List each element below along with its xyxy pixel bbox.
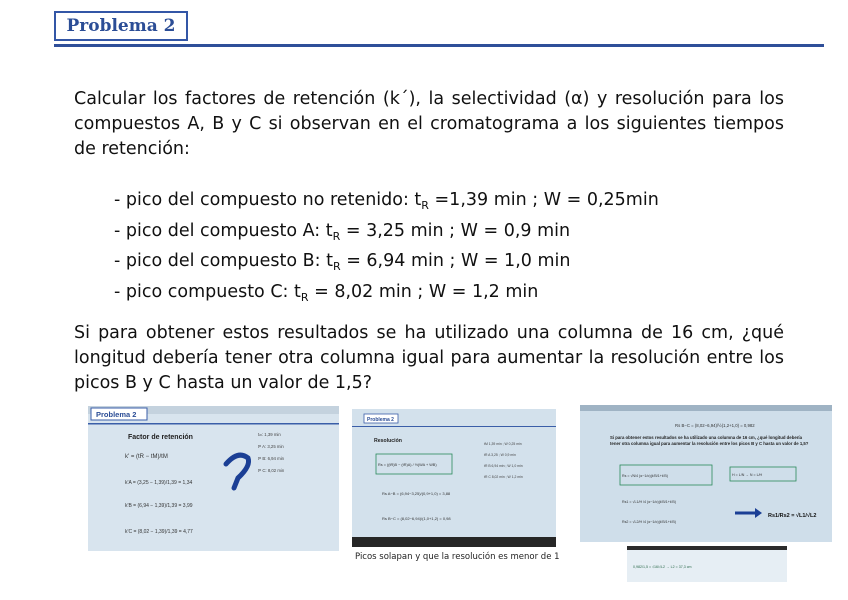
peak-item: - pico del compuesto B: $t_R = 6,94$ min ; W = 1,0 min <box>114 251 571 273</box>
photo1-data-line: tᴿ B: 6,94 min <box>258 456 285 461</box>
photo2-heading: Resolución <box>374 438 402 444</box>
photo3-bottom: 0,982/1,5 = √16/√L2 → L2 = 37,3 cm <box>633 565 692 569</box>
photo1-heading: Factor de retención <box>128 434 193 441</box>
title-divider <box>54 44 824 47</box>
photo2-formula-ab: Rs A−B = (6,94−3,25)/(0,9+1,0) = 3,88 <box>382 491 451 496</box>
photo2-data-line: tR B 6,94 min ; W 1,0 min <box>484 464 523 468</box>
photo1-data-line: tᴿ A: 3,25 min <box>258 444 284 449</box>
slide-photo-column-length <box>580 405 832 542</box>
peak-item: - pico del compuesto no retenido: $t_R =1,39$ min ; W = 0,25min <box>114 190 659 212</box>
photo1-formula-c: k'C = (8,02 − 1,39)/1,39 = 4,77 <box>125 529 193 535</box>
peak-list <box>114 188 659 310</box>
slide-photo-resolution <box>352 409 556 547</box>
photo3-formula-h: H = L/N → N = L/H <box>732 473 763 477</box>
photo2-formula-rs: Rs = ((tR)B − (tR)A) / ½(WA + WB) <box>378 463 437 467</box>
photo2-caption: Picos solapan y que la resolución es menor de 1 <box>355 552 560 562</box>
photo2-data-line: tR A 3,25 ; W 0,9 min <box>484 453 516 457</box>
photo1-formula: k' = (tR − tM)/tM <box>125 454 168 460</box>
photo2-slide-title: Problema 2 <box>367 417 394 423</box>
photo1-data-line: tₘ: 1,39 min <box>258 432 281 437</box>
photo3-formula-top: Rs B−C = (8,02−6,94)/½(1,2+1,0) = 0,982 <box>675 423 755 428</box>
slide-photo-result-strip <box>627 546 787 582</box>
photo2-formula-bc: Rs B−C = (8,02−6,94)/(1,0+1,2) = 0,98 <box>382 516 451 521</box>
photo3-formula-rs1: Rs1 = √L1/H /4 (α−1/α)(k'B/1+k'B) <box>622 500 676 504</box>
problem-title: Problema 2 <box>66 16 176 36</box>
photo3-ratio: Rs1/Rs2 = √L1/√L2 <box>768 513 817 519</box>
peak-item: - pico del compuesto A: $t_R = 3,25$ min ; W = 0,9 min <box>114 220 571 243</box>
slide-photo-retention-factor <box>88 406 339 551</box>
problem-question: Si para obtener estos resultados se ha utilizado una columna de 16 cm, ¿qué longitud debería tener otra columna igual para aumentar la resolución entre los picos B y C hasta un valor de 1,5? <box>74 323 784 393</box>
photo3-formula-rs2: Rs2 = √L2/H /4 (α−1/α)(k'B/1+k'B) <box>622 520 676 524</box>
photo1-slide-title: Problema 2 <box>96 410 137 419</box>
peak-item: - pico compuesto C: $t_R = 8,02$ min ; W = 1,2 min <box>114 281 539 304</box>
photo3-formula-rs: Rs = √N/4 (α−1/α)(k'B/1+k'B) <box>622 474 668 478</box>
problem-intro: Calcular los factores de retención (k´), la selectividad (α) y resolución para los compuestos A, B y C si observan en el cromatograma a los siguientes tiempos de retención: <box>74 89 784 159</box>
photo2-data-line: tM 1,39 min ; W 0,25 min <box>484 442 522 446</box>
photo1-data-line: tᴿ C: 8,02 min <box>258 468 285 473</box>
problem-title-box <box>54 11 188 41</box>
photo1-formula-a: k'A = (3,25 − 1,39)/1,39 = 1,34 <box>125 480 193 486</box>
photo2-data-line: tR C 8,02 min ; W 1,2 min <box>484 475 523 479</box>
photo1-formula-b: k'B = (6,94 − 1,39)/1,39 = 3,99 <box>125 503 193 509</box>
photo3-question: Si para obtener estos resultados se ha utilizado una columna de 16 cm, ¿qué longitud debería tener otra columna igual para aumentar la resolución entre los picos B y C hasta un valor de 1,5? <box>610 435 809 446</box>
